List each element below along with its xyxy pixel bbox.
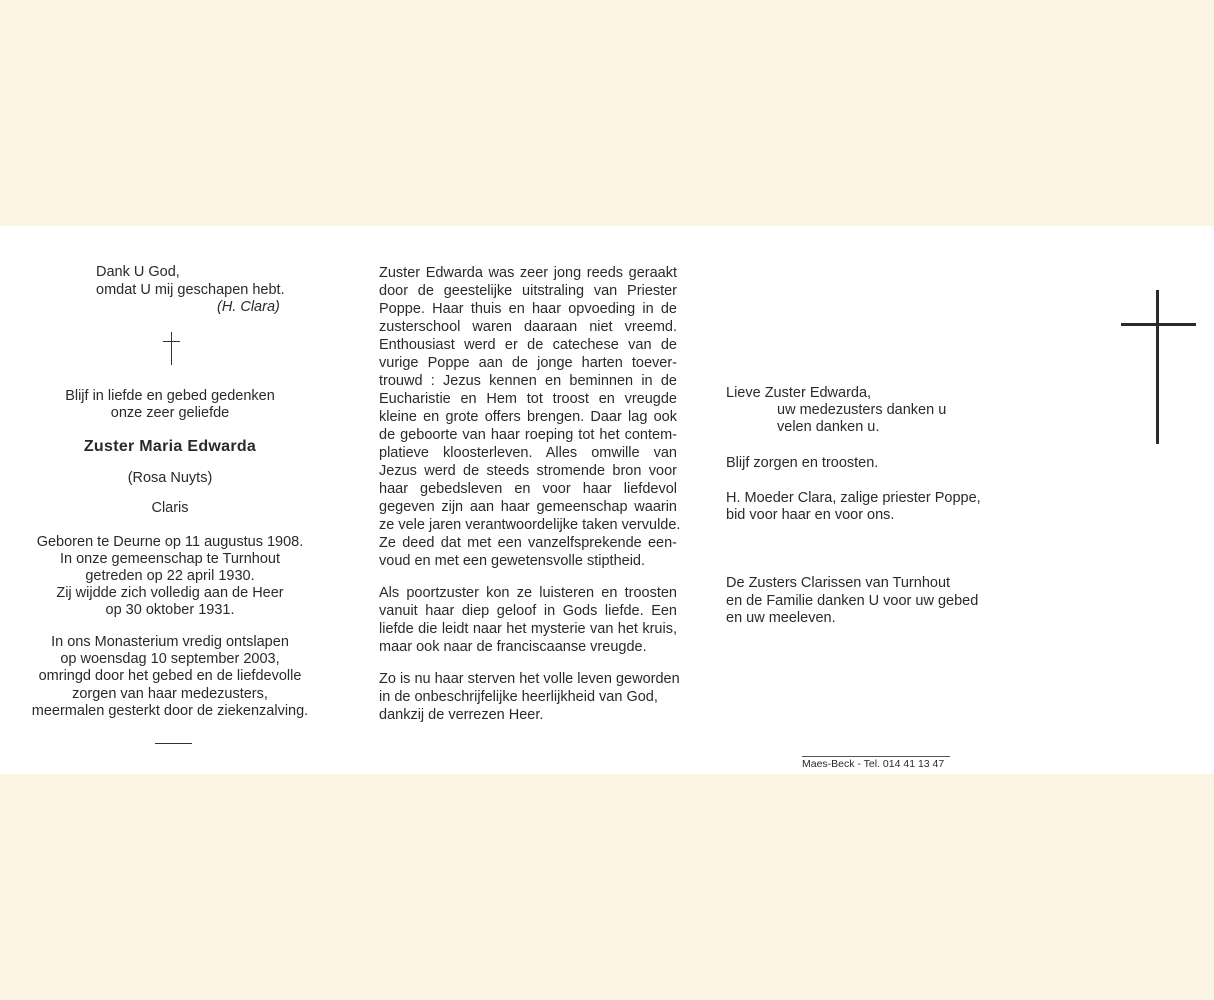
prayer-line: H. Moeder Clara, zalige priester Poppe, [726, 490, 981, 506]
text-line: Als poortzuster kon ze luisteren en troosten [379, 585, 677, 601]
closing-line: en de Familie danken U voor uw gebed [726, 593, 979, 609]
death-line: op woensdag 10 september 2003, [60, 651, 280, 667]
printer-credit: Maes-Beck - Tel. 014 41 13 47 [802, 758, 945, 770]
care-line: Blijf zorgen en troosten. [726, 455, 879, 471]
intro-line-2: onze zeer geliefde [110, 405, 230, 421]
death-line: zorgen van haar medezusters, [72, 686, 268, 702]
greeting: Lieve Zuster Edwarda, [726, 385, 872, 401]
closing-line: De Zusters Clarissen van Turnhout [726, 575, 951, 591]
text-line: zusterschool waren daaraan niet vreemd. [379, 319, 677, 335]
text-line: voud en met een gewetensvolle stiptheid. [379, 553, 646, 569]
quote-line-2: omdat U mij geschapen hebt. [96, 282, 285, 298]
quote-attribution: (H. Clara) [217, 299, 280, 315]
text-line: ze vele jaren verantwoordelijke taken vervulde. [379, 517, 681, 533]
text-line: maar ook naar de franciscaanse vreugde. [379, 639, 647, 655]
death-line: meermalen gesterkt door de ziekenzalving. [31, 703, 309, 719]
thanks-line: velen danken u. [777, 419, 880, 435]
text-line: trouwd : Jezus kennen en beminnen in de [379, 373, 677, 389]
text-line: platieve kloosterleven. Alles omwille van [379, 445, 677, 461]
text-line: gegeven zijn aan haar gemeenschap waarin [379, 499, 677, 515]
text-line: Ze deed dat met een vanzelfsprekende een- [379, 535, 677, 551]
birth-name: (Rosa Nuyts) [127, 470, 213, 486]
text-line: haar gebedsleven en voor haar liefdevol [379, 481, 677, 497]
prayer-line: bid voor haar en voor ons. [726, 507, 895, 523]
quote-line-1: Dank U God, [96, 264, 180, 280]
intro-line-1: Blijf in liefde en gebed gedenken [65, 388, 275, 404]
text-line: Jezus werd de steeds stromende bron voor [379, 463, 677, 479]
text-line: kleine en grote offers brengen. Daar lag ook [379, 409, 677, 425]
thanks-line: uw medezusters danken u [777, 402, 947, 418]
text-line: liefde die leidt naar het mysterie van het kruis, [379, 621, 677, 637]
religious-order: Claris [151, 500, 189, 516]
text-line: Eucharistie en Hem tot troost en vreugde [379, 391, 677, 407]
closing-line: en uw meeleven. [726, 610, 836, 626]
text-line: vurige Poppe aan de jonge harten toever- [379, 355, 677, 371]
text-line: in de onbeschrijfelijke heerlijkheid van God, [379, 689, 658, 705]
death-line: In ons Monasterium vredig ontslapen [51, 634, 289, 650]
life-line: Zij wijdde zich volledig aan de Heer [56, 585, 284, 601]
text-line: Poppe. Haar thuis en haar opvoeding in de [379, 301, 677, 317]
printer-rule [802, 756, 950, 757]
death-line: omringd door het gebed en de liefdevolle [38, 668, 302, 684]
life-line: getreden op 22 april 1930. [85, 568, 255, 584]
divider-rule [155, 743, 192, 744]
life-line: In onze gemeenschap te Turnhout [59, 551, 281, 567]
text-line: Zuster Edwarda was zeer jong reeds geraakt [379, 265, 677, 281]
text-line: Enthousiast werd er de catechese van de [379, 337, 677, 353]
text-line: dankzij de verrezen Heer. [379, 707, 544, 723]
text-line: de geboorte van haar roeping tot het contem- [379, 427, 677, 443]
deceased-name: Zuster Maria Edwarda [83, 438, 257, 455]
text-line: Zo is nu haar sterven het volle leven geworden [379, 671, 680, 687]
text-line: door de geestelijke uitstraling van Priester [379, 283, 677, 299]
life-line: op 30 oktober 1931. [105, 602, 235, 618]
text-line: vanuit haar diep geloof in Gods liefde. Een [379, 603, 677, 619]
life-line: Geboren te Deurne op 11 augustus 1908. [36, 534, 304, 550]
